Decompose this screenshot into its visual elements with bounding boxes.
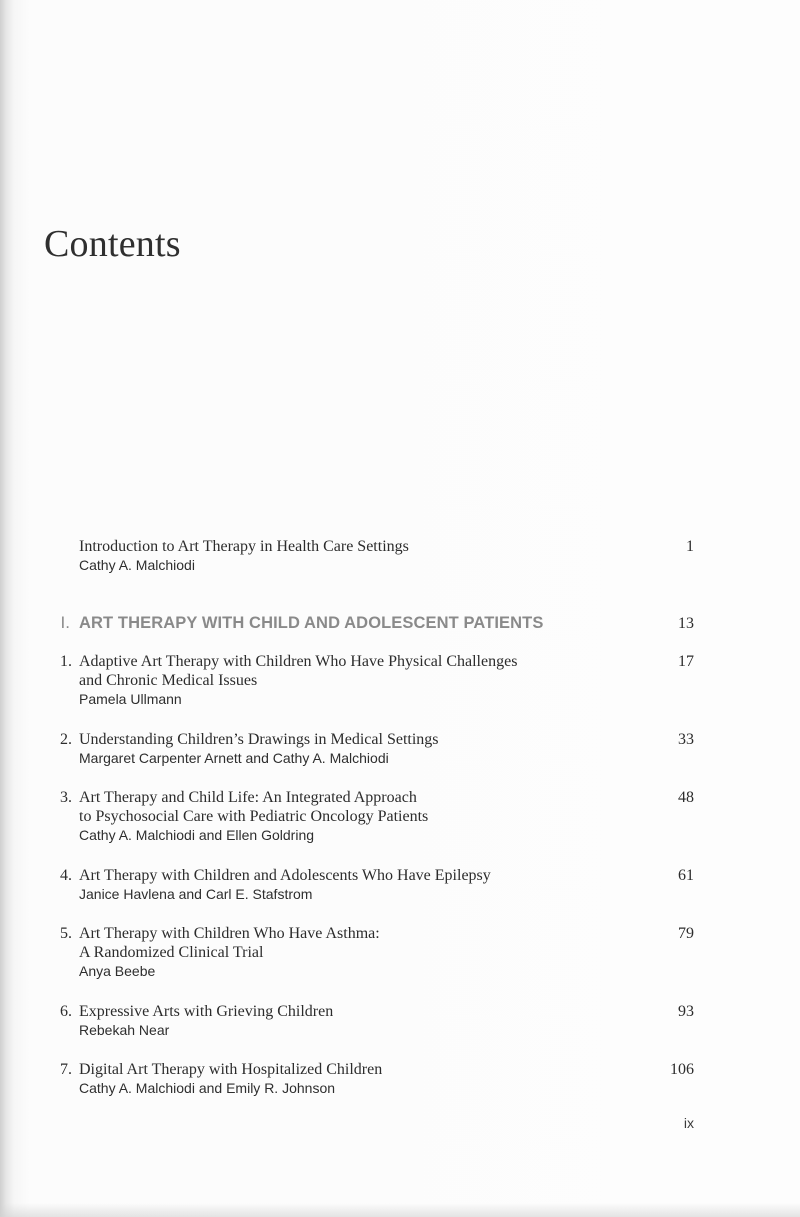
entry-title-line: Art Therapy with Children Who Have Asthma: — [79, 925, 380, 942]
entry-page-number: 93 — [678, 1003, 694, 1020]
page-folio: ix — [683, 1115, 694, 1131]
entry-author: Cathy A. Malchiodi and Ellen Goldring — [79, 827, 315, 843]
page-title: Contents — [44, 223, 181, 265]
entry-title-line: and Chronic Medical Issues — [79, 672, 258, 689]
entry-title — [79, 788, 619, 826]
entry-title-line: Art Therapy with Children and Adolescents Who Have Epilepsy — [79, 867, 491, 884]
entry-page-number: 48 — [678, 789, 694, 806]
entry-page-number: 1 — [686, 538, 694, 555]
entry-title — [79, 730, 619, 749]
chapter-number: 5. — [60, 925, 72, 942]
page-edge-shadow — [0, 1203, 800, 1217]
entry-author: Pamela Ullmann — [79, 691, 182, 707]
entry-title-line: A Randomized Clinical Trial — [79, 944, 264, 961]
chapter-number: 3. — [60, 789, 72, 806]
entry-title — [79, 924, 619, 962]
entry-title — [79, 866, 619, 885]
entry-author: Margaret Carpenter Arnett and Cathy A. Malchiodi — [79, 750, 389, 766]
part-number: I. — [60, 613, 70, 632]
entry-author: Cathy A. Malchiodi and Emily R. Johnson — [79, 1080, 336, 1096]
entry-author: Cathy A. Malchiodi — [79, 557, 195, 573]
entry-author: Janice Havlena and Carl E. Stafstrom — [79, 886, 313, 902]
entry-title-line: Expressive Arts with Grieving Children — [79, 1003, 334, 1020]
entry-title-line: Art Therapy and Child Life: An Integrated Approach — [79, 789, 417, 806]
entry-title-line: to Psychosocial Care with Pediatric Oncology Patients — [79, 808, 429, 825]
entry-page-number: 79 — [678, 925, 694, 942]
chapter-number: 6. — [60, 1003, 72, 1020]
chapter-number: 1. — [60, 653, 72, 670]
part-page-number: 13 — [678, 615, 694, 632]
entry-title-line: Understanding Children’s Drawings in Medical Settings — [79, 731, 439, 748]
entry-title — [79, 537, 619, 556]
entry-author: Anya Beebe — [79, 963, 156, 979]
entry-page-number: 106 — [670, 1061, 694, 1078]
entry-title — [79, 652, 619, 690]
entry-title — [79, 1002, 619, 1021]
chapter-number: 7. — [60, 1061, 72, 1078]
entry-title-line: Digital Art Therapy with Hospitalized Children — [79, 1061, 383, 1078]
entry-page-number: 17 — [678, 653, 694, 670]
entry-title-line: Adaptive Art Therapy with Children Who Have Physical Challenges — [79, 653, 518, 670]
entry-title — [79, 1060, 619, 1079]
part-title: ART THERAPY WITH CHILD AND ADOLESCENT PATIENTS — [79, 614, 544, 632]
entry-title-line: Introduction to Art Therapy in Health Care Settings — [79, 538, 409, 555]
entry-page-number: 61 — [678, 867, 694, 884]
chapter-number: 4. — [60, 867, 72, 884]
entry-author: Rebekah Near — [79, 1022, 170, 1038]
entry-page-number: 33 — [678, 731, 694, 748]
chapter-number: 2. — [60, 731, 72, 748]
